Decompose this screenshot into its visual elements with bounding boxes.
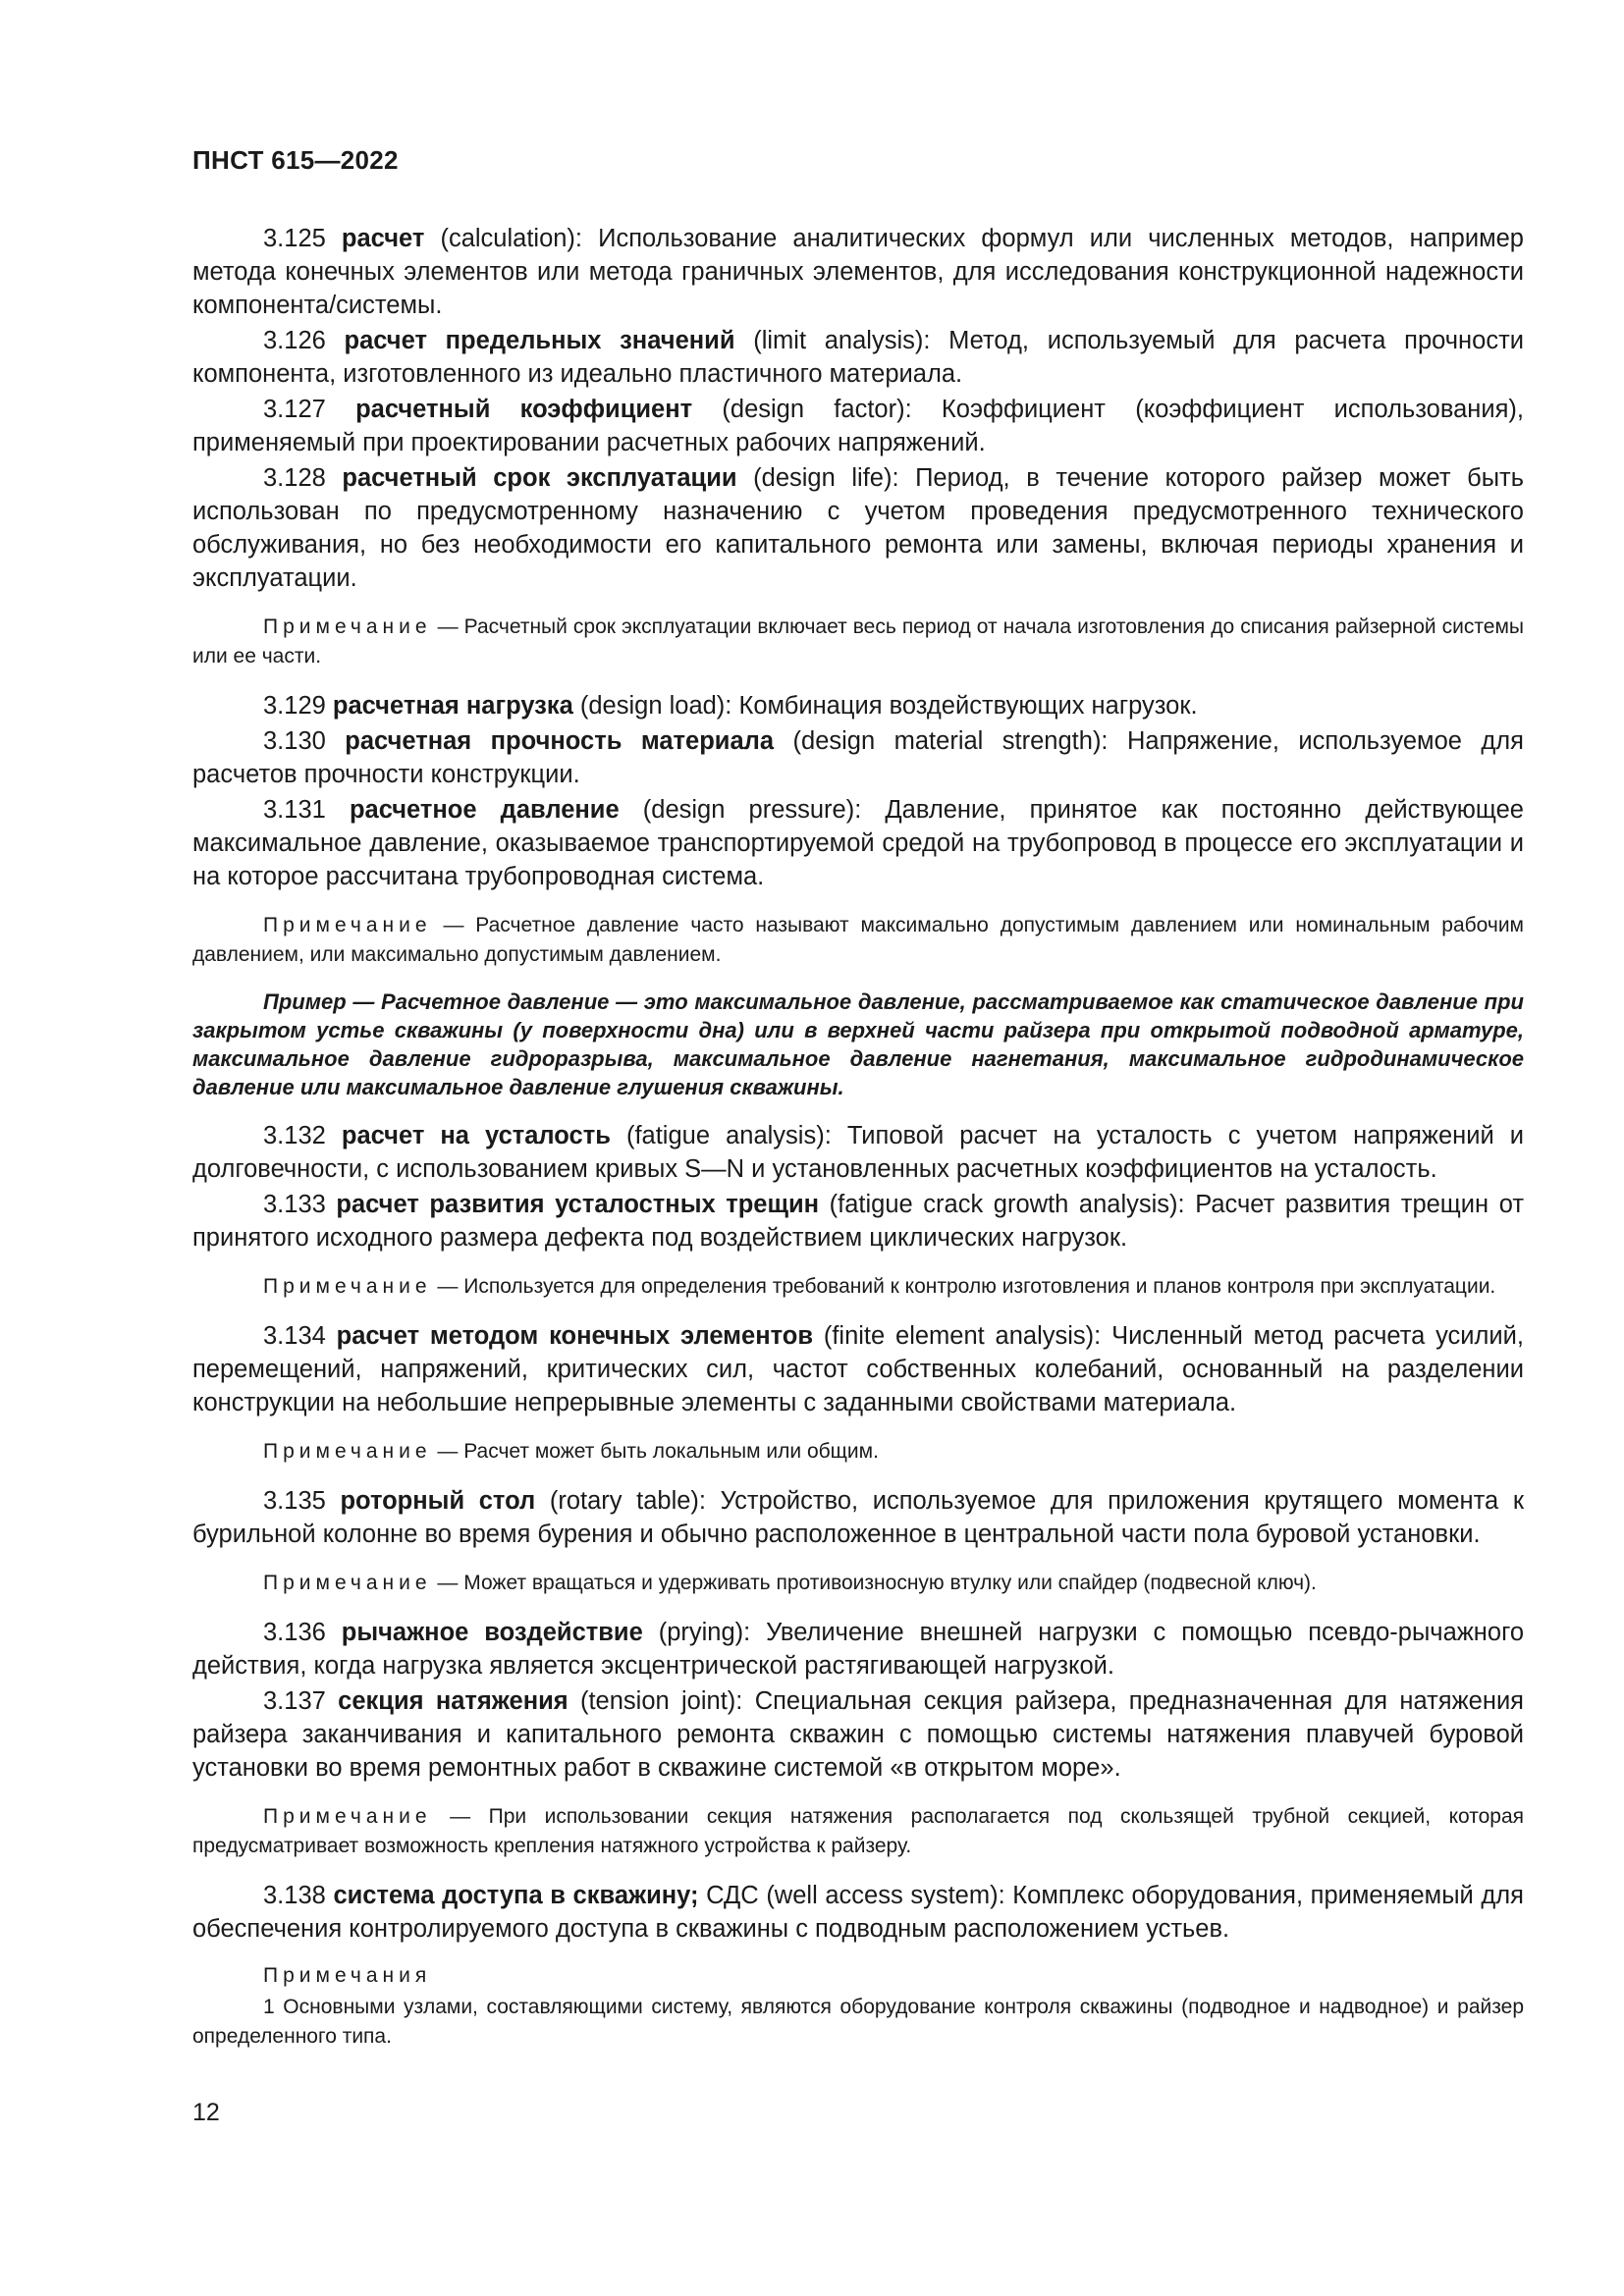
term-entry: 3.135 роторный стол (rotary table): Устройство, используемое для приложения крутящего момента к бурильной колонне во время бурения и обычно расположенное в центральной части пола буровой установки. — [192, 1487, 1524, 1548]
term-title: расчетное давление — [349, 796, 620, 824]
term-title: расчет — [341, 225, 425, 252]
notes-item: 1 Основными узлами, составляющими систему, являются оборудование контроля скважины (подводное и надводное) и райзер определенного типа. — [192, 1996, 1524, 2048]
term-entry: 3.133 расчет развития усталостных трещин (fatigue crack growth analysis): Расчет развития трещин от принятого исходного размера дефекта под воздействием циклических нагрузок. — [192, 1191, 1524, 1252]
note: Примечание — При использовании секция натяжения располагается под скользящей трубной секцией, которая предусматривает возможность крепления натяжного устройства к райзеру. — [192, 1805, 1525, 1857]
note: Примечание — Может вращаться и удерживать противоизносную втулку или спайдер (подвесной ключ). — [263, 1572, 1317, 1594]
term-entry: 3.129 расчетная нагрузка (design load): Комбинация воздействующих нагрузок. — [263, 692, 1198, 720]
note: Примечание — Расчетный срок эксплуатации включает весь период от начала изготовления до списания райзерной системы или ее части. — [192, 615, 1524, 667]
term-entry: 3.126 расчет предельных значений (limit analysis): Метод, используемый для расчета прочности компонента, изготовленного из идеально пластичного материала. — [192, 327, 1524, 388]
term-title: секция натяжения — [338, 1687, 568, 1715]
term-entry: 3.137 секция натяжения (tension joint): Специальная секция райзера, предназначенная для натяжения райзера заканчивания и капитального ремонта скважин с помощью системы натяжения плавучей буровой установки во время ремонтных работ в скважине системой «в открытом море». — [192, 1687, 1524, 1782]
term-title: расчет предельных значений — [344, 327, 735, 354]
term-entry: 3.128 расчетный срок эксплуатации (design life): Период, в течение которого райзер может быть использован по предусмотренному назначению с учетом проведения предусмотренного технического обслуживания, но без необходимости его капитального ремонта или замены, включая периоды хранения и эксплуатации. — [192, 464, 1524, 592]
document-header: ПНСТ 615—2022 — [192, 145, 399, 175]
term-title: расчетная прочность материала — [345, 727, 775, 755]
term-title: расчет развития усталостных трещин — [336, 1191, 820, 1218]
note: Примечание — Используется для определения требований к контролю изготовления и планов контроля при эксплуатации. — [263, 1275, 1496, 1298]
term-title: расчет на усталость — [341, 1122, 611, 1149]
term-title: расчет методом конечных элементов — [336, 1322, 814, 1350]
notes-heading: Примечания — [263, 1964, 432, 1987]
note-label: Примечание — [263, 914, 432, 936]
term-title: расчетный срок эксплуатации — [342, 464, 737, 492]
note: Примечание — Расчет может быть локальным или общим. — [263, 1440, 879, 1463]
term-title: расчетный коэффициент — [355, 396, 693, 423]
term-entry: 3.130 расчетная прочность материала (design material strength): Напряжение, используемое для расчетов прочности конструкции. — [192, 727, 1524, 788]
note-label: Примечание — [263, 615, 432, 638]
example: Пример — Расчетное давление — это максимальное давление, рассматриваемое как статическое давление при закрытом устье скважины (у поверхности дна) или в верхней части райзера при открытой подводной арматуре, максимальное давление гидроразрыва, максимальное давление нагнетания, максимальное гидродинамическое давление или максимальное давление глушения скважины. — [192, 989, 1524, 1099]
term-entry: 3.132 расчет на усталость (fatigue analysis): Типовой расчет на усталость с учетом напряжений и долговечности, с использованием кривых S—N и установленных расчетных коэффициентов на усталость. — [192, 1122, 1525, 1183]
document-body — [192, 222, 1524, 2052]
term-entry: 3.138 система доступа в скважину; СДС (well access system): Комплекс оборудования, применяемый для обеспечения контролируемого доступа в скважины с подводным расположением устьев. — [192, 1882, 1524, 1943]
term-entry: 3.136 рычажное воздействие (prying): Увеличение внешней нагрузки с помощью псевдо-рычажного действия, когда нагрузка является эксцентрической растягивающей нагрузкой. — [192, 1619, 1524, 1680]
term-entry: 3.125 расчет (calculation): Использование аналитических формул или численных методов, например метода конечных элементов или метода граничных элементов, для исследования конструкционной надежности компонента/системы. — [192, 225, 1524, 319]
note-label: Примечание — [263, 1275, 432, 1298]
term-title: система доступа в скважину; — [333, 1882, 699, 1909]
note: Примечание — Расчетное давление часто называют максимально допустимым давлением или номинальным рабочим давлением, или максимально допустимым давлением. — [192, 914, 1524, 966]
note-label: Примечание — [263, 1440, 432, 1463]
term-title: расчетная нагрузка — [332, 692, 573, 720]
note-label: Примечание — [263, 1805, 432, 1828]
term-entry: 3.131 расчетное давление (design pressure): Давление, принятое как постоянно действующее максимальное давление, оказываемое транспортируемой средой на трубопровод в процессе его эксплуатации и на которое рассчитана трубопроводная система. — [192, 796, 1524, 890]
term-entry: 3.134 расчет методом конечных элементов (finite element analysis): Численный метод расчета усилий, перемещений, напряжений, критических сил, частот собственных колебаний, основанный на разделении конструкции на небольшие непрерывные элементы с заданными свойствами материала. — [192, 1322, 1524, 1416]
page-number: 12 — [192, 2099, 220, 2126]
term-title: рычажное воздействие — [341, 1619, 643, 1646]
term-entry: 3.127 расчетный коэффициент (design factor): Коэффициент (коэффициент использования), применяемый при проектировании расчетных рабочих напряжений. — [192, 396, 1524, 456]
term-title: роторный стол — [340, 1487, 536, 1515]
note-label: Примечание — [263, 1572, 432, 1594]
